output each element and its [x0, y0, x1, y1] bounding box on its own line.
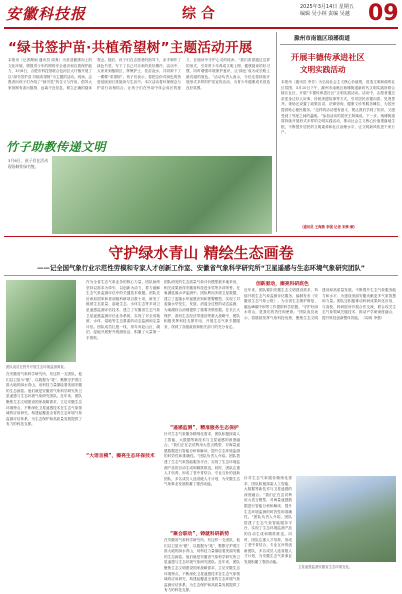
feature-column-3b: 针对生态气象服务精细化需求，团队积极探索人工智能、大数据等新技术与卫星遥感的深度融合。“我们正在尝试利用大语言模型，对海量遥感数据进行智能分析和解读，提升生态环境监测的时效性和准确性。”团队负责人介绍。团队搭建了生态气象智能服务平台，实现了生态环境监测产品的自动生成和精准推送。同时，团队注重人才培养，形成了老中青结合、专业互补的创新团队，多名成员入选省级人才计划，为安徽生态气象事业发展积蓄了强劲动能。 — [164, 432, 240, 487]
mid-divider — [4, 236, 398, 237]
feature-column-4: 近年来，团队紧扣安徽生态文明建设需求，持续开展生态气象监测评估服务，编制发布《安徽省生态气象公报》，为全省生态保护修复、碳达峰碳中和等工作提供科学依据。“守护好绿水青山，是我们的责任和使命。”团队成员表示，将继续发挥气象科技优势，聚焦生态文明建设和高质量发展，不断提升生态气象服务能力和水平，为建设美丽安徽贡献更多气象智慧和力量。团队还积极推动科研成果转化应用，与高校、科研院所开展合作交流，联合攻关生态气象领域关键技术，推动产学研深度融合，提升科技创新整体效能。（周玥 李强） — [244, 288, 396, 320]
kicker-rule — [280, 44, 396, 45]
satellite-photo-caption: 卫星遥感监测安徽省生态环境变化。 — [298, 565, 353, 569]
column-divider — [276, 32, 277, 232]
feature-column-3: 团队研发的生态质量气象评价模型被多地采用，相关成果获得安徽省科技进步奖等多项荣誉。在巢湖蓝藻水华监测中，团队利用多源卫星数据，建立了蓝藻水华遥感识别和预警模型，实现了对蓝藻水华发生、发展、消退全过程的动态监测，为巢湖综合治理提供了重要决策依据。在长江大保护、淮河生态经济带建设等重大战略中，团队积极发挥科技支撑作用，开展生态气象专题服务，得到了各级政府和相关部门的充分肯定。 — [164, 280, 240, 329]
feature-column-2: 作为全省生态气象业务的核心力量，团队始终坚持以需求为牵引、以创新为动力，着力破解生态气象监测评估中的关键技术难题。团队先后承担国家和省部级科研项目数十项，研发了植被生态质量、湿地生态、水体生态等多项卫星遥感监测评估技术，建立了安徽省生态气象卫星遥感监测评估业务系统，实现了对全省植被、水体、湿地等生态要素的动态监测和定量评估。团队成员扎根一线，常年奔赴山区、湖泊、湿地开展野外观测验证，积累了大量第一手资料。 — [86, 280, 160, 340]
header-divider — [4, 27, 398, 29]
date-line: 2025年3月14日 星期五 — [300, 4, 354, 10]
right-article-footer: （通讯员 王海燕 李强 记者 宋维·颖） — [300, 225, 357, 229]
feature-subhead-3: “遥感监测”，精准服务生态保护 — [170, 426, 239, 431]
team-photo-caption: 团队成员在野外开展生态环境监测调查。 — [6, 365, 68, 369]
feature-subheadline: ——记全国气象行业示范性劳模和专家人才创新工作室、安徽省气象科学研究所“卫星遥感与生态环境气象研究团队” — [37, 264, 365, 272]
right-subheadline: 文明实践活动 — [300, 65, 346, 74]
right-headline: 开展丰德传承进社区 — [291, 52, 365, 62]
green-banner — [6, 138, 226, 154]
newspaper-masthead: 安徽科技报 — [6, 5, 87, 23]
feature-subhead-1: 创新驱动，擦亮科研底色 — [256, 282, 309, 287]
feature-column-1: 在安徽省气象科学研究所，有这样一支团队，他们以卫星为“眼”、以数据为“笔”，默默守护着江淮大地的绿水青山，用科技力量描绘着美丽安徽的生态画卷。他们就是安徽省气象科学研究所卫星遥感与生态环境气象研究团队。近年来，团队聚焦生态文明建设国家战略需求，立足安徽生态环境特点，不断深化卫星遥感技术在生态气象领域的应用研究，构建起覆盖全省的生态环境气象监测评估体系，为生态保护和高质量发展提供了有力的科技支撑。 — [6, 372, 82, 427]
feature-rule — [4, 275, 398, 276]
top-article-body: 本报讯（记者佩雨 通讯员 周爽）为营造健康向上的文化环境，增强青少年的网络安全意识和自我保护能力，3月6日，合肥市科技馆联合包河区大圩镇开展了以“绿书签护苗·共植希望树”为主题的活动。现场，志愿者向孩子们介绍了“绿书签”的含义与作用，倡导大家抵制有害出版物、远离不良信息，树立正确的阅读观念。随后，孩子们在志愿者的指导下，亲手制作了绿色书签，写下了自己对未来的美好期许。活动中，大家来到植树区，挥锹铲土、扶苗浇水，共同种下了一棵棵“希望树”。孩子们表示，将把这份对绿色的热爱延续到日常阅读与生活中。本次活动将环保理念与护苗行动相结合，让孩子们在劳动中体会成长的意义，在阅读中守护心灵的纯净。“我们希望通过这样的形式，引导青少年养成文明上网、健康阅读的好习惯，同时增强环境保护意识，让‘绿色’成为成长路上最亮丽的底色。”活动负责人表示，今后还将持续开展形式多样的护苗宣传活动，为青少年健康成长营造良好氛围。 — [8, 58, 270, 90]
feature-headline: 守护绿水青山 精绘生态画卷 — [108, 244, 294, 262]
activity-photo — [52, 156, 272, 234]
feature-subhead-4: “聚合联动”，铸就科研新势 — [170, 532, 230, 537]
editor-line: 编辑 吴小林 责编 吴越 — [300, 10, 350, 17]
feature-subhead-2: “大语言模”，擦亮生态环保技术 — [86, 454, 155, 459]
page-number: 09 — [368, 1, 399, 26]
feature-column-3c: 在安徽省气象科学研究所，有这样一支团队，他们以卫星为“眼”、以数据为“笔”，默默守护着江淮大地的绿水青山，用科技力量描绘着美丽安徽的生态画卷。他们就是安徽省气象科学研究所卫星遥感与生态环境气象研究团队。近年来，团队聚焦生态文明建设国家战略需求，立足安徽生态环境特点，不断深化卫星遥感技术在生态气象领域的应用研究，构建起覆盖全省的生态环境气象监测评估体系，为生态保护和高质量发展提供了有力的科技支撑。 — [164, 538, 240, 593]
right-kicker: 滁州市南谯区琅琊街道 — [294, 36, 350, 42]
top-headline: “绿书签护苗·共植希望树”主题活动开展 — [8, 40, 253, 56]
banner-title: 竹子助教传递文明 — [6, 140, 107, 154]
feature-column-5: 针对生态气象服务精细化需求，团队积极探索人工智能、大数据等新技术与卫星遥感的深度融合。“我们正在尝试利用大语言模型，对海量遥感数据进行智能分析和解读，提升生态环境监测的时效性和准确性。”团队负责人介绍。团队搭建了生态气象智能服务平台，实现了生态环境监测产品的自动生成和精准推送。同时，团队注重人才培养，形成了老中青结合、专业互补的创新团队，多名成员入选省级人才计划，为安徽生态气象事业发展积蓄了强劲动能。 — [244, 476, 292, 564]
right-article-body: 本报讯（通讯员 李芳）为弘扬社会主义核心价值观，营造文明和谐的社区氛围，3月10日下午，滁州市南谯区琅琊街道新时代文明实践所联合辖区社区，开展“丰德传承进社区”文明实践活动。活动中，志愿者通过讲述身边好人好事、传统美德故事等方式，引导居民崇德向善、见贤思齐。现场还设置了政策宣讲、法律咨询、健康义诊等服务摊位，为居民提供贴心便民服务。“这样的活动很有意义，既让我们学到了知识，又感受到了邻里之间的温暖。”参加活动的居民王阿姨说。下一步，琅琊街道将持续开展形式多样的文明实践活动，推动社会主义核心价值观落地生根，不断提升居民的文明素养和社区治理水平，让文明新风吹进千家万户。 — [281, 80, 395, 135]
date-info — [300, 4, 354, 17]
left-photo-caption: 3月6日，孩子们在活动现场制作绿书签。 — [8, 158, 48, 169]
section-title: 综 合 — [182, 6, 215, 22]
team-photo — [6, 280, 76, 362]
satellite-photo — [296, 476, 396, 562]
